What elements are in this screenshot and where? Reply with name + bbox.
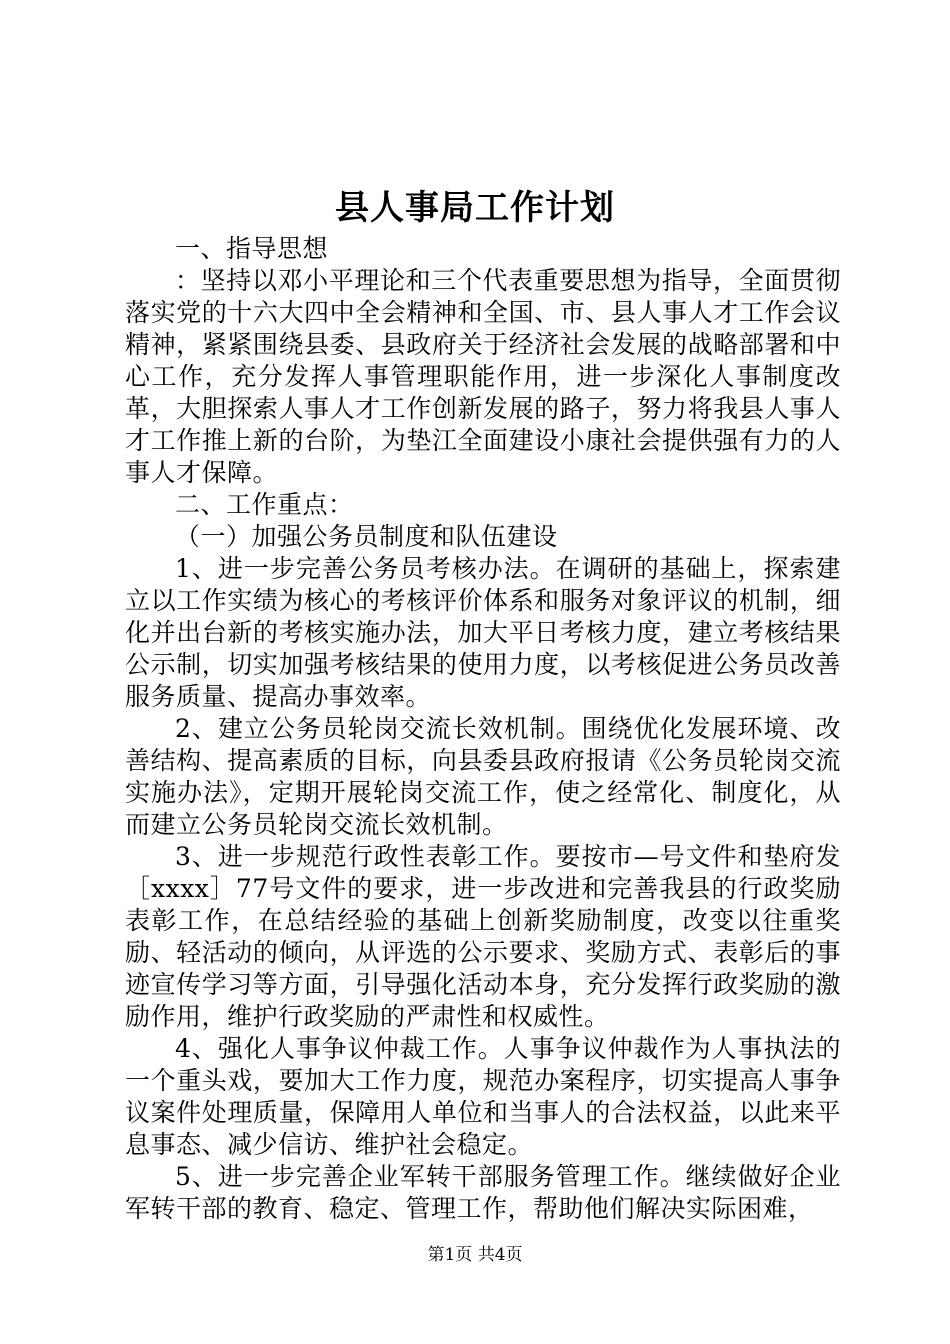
- subsection-heading-civil-servant: （一）加强公务员制度和队伍建设: [175, 522, 558, 551]
- page-number: 第1页: [427, 1245, 473, 1265]
- paragraph-item-5: 5、进一步完善企业军转干部服务管理工作。继续做好企业军转干部的教育、稳定、管理工作，帮助他们解决实际困难，: [125, 1162, 841, 1223]
- paragraph-item-1: 1、进一步完善公务员考核办法。在调研的基础上，探索建立以工作实绩为核心的考核评价体系和服务对象评议的机制，细化并出台新的考核实施办法，加大平日考核力度，建立考核结果公示制，切实加强考核结果的使用力度，以考核促进公务员改善服务质量、提高办事效率。: [125, 554, 841, 711]
- paragraph-item-2: 2、建立公务员轮岗交流长效机制。围绕优化发展环境、改善结构、提高素质的目标，向县委县政府报请《公务员轮岗交流实施办法》，定期开展轮岗交流工作，使之经常化、制度化，从而建立公务员轮岗交流长效机制。: [125, 714, 841, 839]
- document-body: [125, 233, 841, 1225]
- page-total: 共4页: [477, 1245, 523, 1265]
- document-title: 县人事局工作计划: [335, 188, 615, 228]
- section-heading-work-focus: 二、工作重点：: [175, 490, 354, 519]
- paragraph-item-3: 3、进一步规范行政性表彰工作。要按市—号文件和垫府发［xxxx］77号文件的要求，进一步改进和完善我县的行政奖励表彰工作，在总结经验的基础上创新奖励制度，改变以往重奖励、轻活动的倾向，从评选的公示要求、奖励方式、表彰后的事迹宣传学习等方面，引导强化活动本身，充分发挥行政奖励的激励作用，维护行政奖励的严肃性和权威性。: [125, 842, 841, 1031]
- paragraph-item-4: 4、强化人事争议仲裁工作。人事争议仲裁作为人事执法的一个重头戏，要加大工作力度，规范办案程序，切实提高人事争议案件处理质量，保障用人单位和当事人的合法权益，以此来平息事态、减少信访、维护社会稳定。: [125, 1034, 841, 1159]
- paragraph-guiding-ideology: ：坚持以邓小平理论和三个代表重要思想为指导，全面贯彻落实党的十六大四中全会精神和全国、市、县人事人才工作会议精神，紧紧围绕县委、县政府关于经济社会发展的战略部署和中心工作，充分发挥人事管理职能作用，进一步深化人事制度改革，大胆探索人事人才工作创新发展的路子，努力将我县人事人才工作推上新的台阶，为垫江全面建设小康社会提供强有力的人事人才保障。: [125, 266, 841, 487]
- section-heading-guiding-ideology: 一、指导思想: [175, 234, 329, 263]
- page-footer: [0, 1243, 950, 1267]
